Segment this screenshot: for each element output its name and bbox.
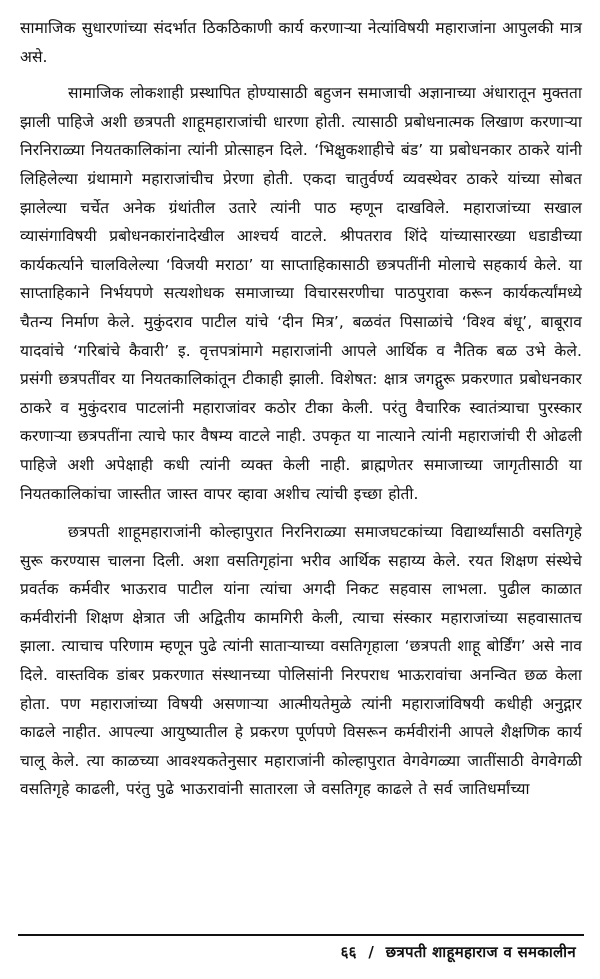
paragraph-2: सामाजिक लोकशाही प्रस्थापित होण्यासाठी बहुजन समाजाची अज्ञानाच्या अंधारातून मुक्तता झाली पाहिजे अशी छत्रपती शाहूमहाराजांची धारणा होती. त्यासाठी प्रबोधनात्मक लिखाण करणाऱ्या निरनिराळ्या नियतकालिकांना त्यांनी प्रोत्साहन दिले. ‘भिक्षुकशाहीचे बंड’ या प्रबोधनकार ठाकरे यांनी लिहिलेल्या ग्रंथामागे महाराजांचीच प्रेरणा होती. एकदा चातुर्वर्ण्य व्यवस्थेवर ठाकरे यांच्या सोबत झालेल्या चर्चेत अनेक ग्रंथांतील उतारे त्यांनी पाठ म्हणून दाखविले. महाराजांच्या सखाल व्यासंगाविषयी प्रबोधनकारांनादेखील आश्चर्य वाटले. श्रीपतराव शिंदे यांच्यासारख्या धडाडीच्या कार्यकर्त्याने चालविलेल्या ‘विजयी मराठा’ या साप्ताहिकासाठी छत्रपतींनी मोलाचे सहकार्य केले. या साप्ताहिकाने निर्भयपणे सत्यशोधक समाजाच्या विचारसरणीचा पाठपुरावा करून कार्यकर्त्यांमध्ये चैतन्य निर्माण केले. मुकुंदराव पाटील यांचे ‘दीन मित्र’, बळवंत पिसाळांचे ‘विश्व बंधू’, बाबूराव यादवांचे ‘गरिबांचे कैवारी’ इ. वृत्तपत्रांमागे महाराजांनी आपले आर्थिक व नैतिक बळ उभे केले. प्रसंगी छत्रपतींवर या नियतकालिकांतून टीकाही झाली. विशेषत: क्षात्र जगद्गुरू प्रकरणात प्रबोधनकार ठाकरे व मुकुंदराव पाटलांनी महाराजांवर कठोर टीका केली. परंतु वैचारिक स्वातंत्र्याचा पुरस्कार करणाऱ्या छत्रपतींना त्याचे फार वैषम्य वाटले नाही. उपकृत या नात्याने त्यांनी महाराजांची री ओढली पाहिजे अशी अपेक्षाही कधी त्यांनी व्यक्त केली नाही. ब्राह्मणेतर समाजाच्या जागृतीसाठी या नियतकालिकांचा जास्तीत जास्त वापर व्हावा अशीच त्यांची इच्छा होती. xyxy=(20,84,582,503)
footer-divider xyxy=(18,934,584,936)
footer-separator: / xyxy=(368,943,375,961)
paragraph-1: सामाजिक सुधारणांच्या संदर्भात ठिकठिकाणी कार्य करणाऱ्या नेत्यांविषयी महाराजांना आपुलकी मात्र असे. xyxy=(20,19,582,66)
page-footer xyxy=(341,942,576,962)
page-number: ६६ xyxy=(340,943,357,961)
book-title: छत्रपती शाहूमहाराज व समकालीन xyxy=(385,943,576,961)
paragraph-3: छत्रपती शाहूमहाराजांनी कोल्हापुरात निरनिराळ्या समाजघटकांच्या विद्यार्थ्यांसाठी वसतिगृहे सुरू करण्यास चालना दिली. अशा वसतिगृहांना भरीव आर्थिक सहाय्य केले. रयत शिक्षण संस्थेचे प्रवर्तक कर्मवीर भाऊराव पाटील यांना त्यांचा अगदी निकट सहवास लाभला. पुढील काळात कर्मवीरांनी शिक्षण क्षेत्रात जी अद्वितीय कामगिरी केली, त्याचा संस्कार महाराजांच्या सहवासातच झाला. त्याचाच परिणाम म्हणून पुढे त्यांनी साताऱ्याच्या वसतिगृहाला ‘छत्रपती शाहू बोर्डिंग’ असे नाव दिले. वास्तविक डांबर प्रकरणात संस्थानच्या पोलिसांनी निरपराध भाऊरावांचा अनन्वित छळ केला होता. पण महाराजांच्या विषयी असणाऱ्या आत्मीयतेमुळे त्यांनी महाराजांविषयी कधीही अनुद्गार काढले नाहीत. आपल्या आयुष्यातील हे प्रकरण पूर्णपणे विसरून कर्मवीरांनी आपले शैक्षणिक कार्य चालू केले. त्या काळच्या आवश्यकतेनुसार महाराजांनी कोल्हापुरात वेगवेगळ्या जातींसाठी वेगवेगळी वसतिगृहे काढली, परंतु पुढे भाऊरावांनी सातारला जे वसतिगृह काढले ते सर्व जातिधर्मांच्या xyxy=(20,523,582,799)
